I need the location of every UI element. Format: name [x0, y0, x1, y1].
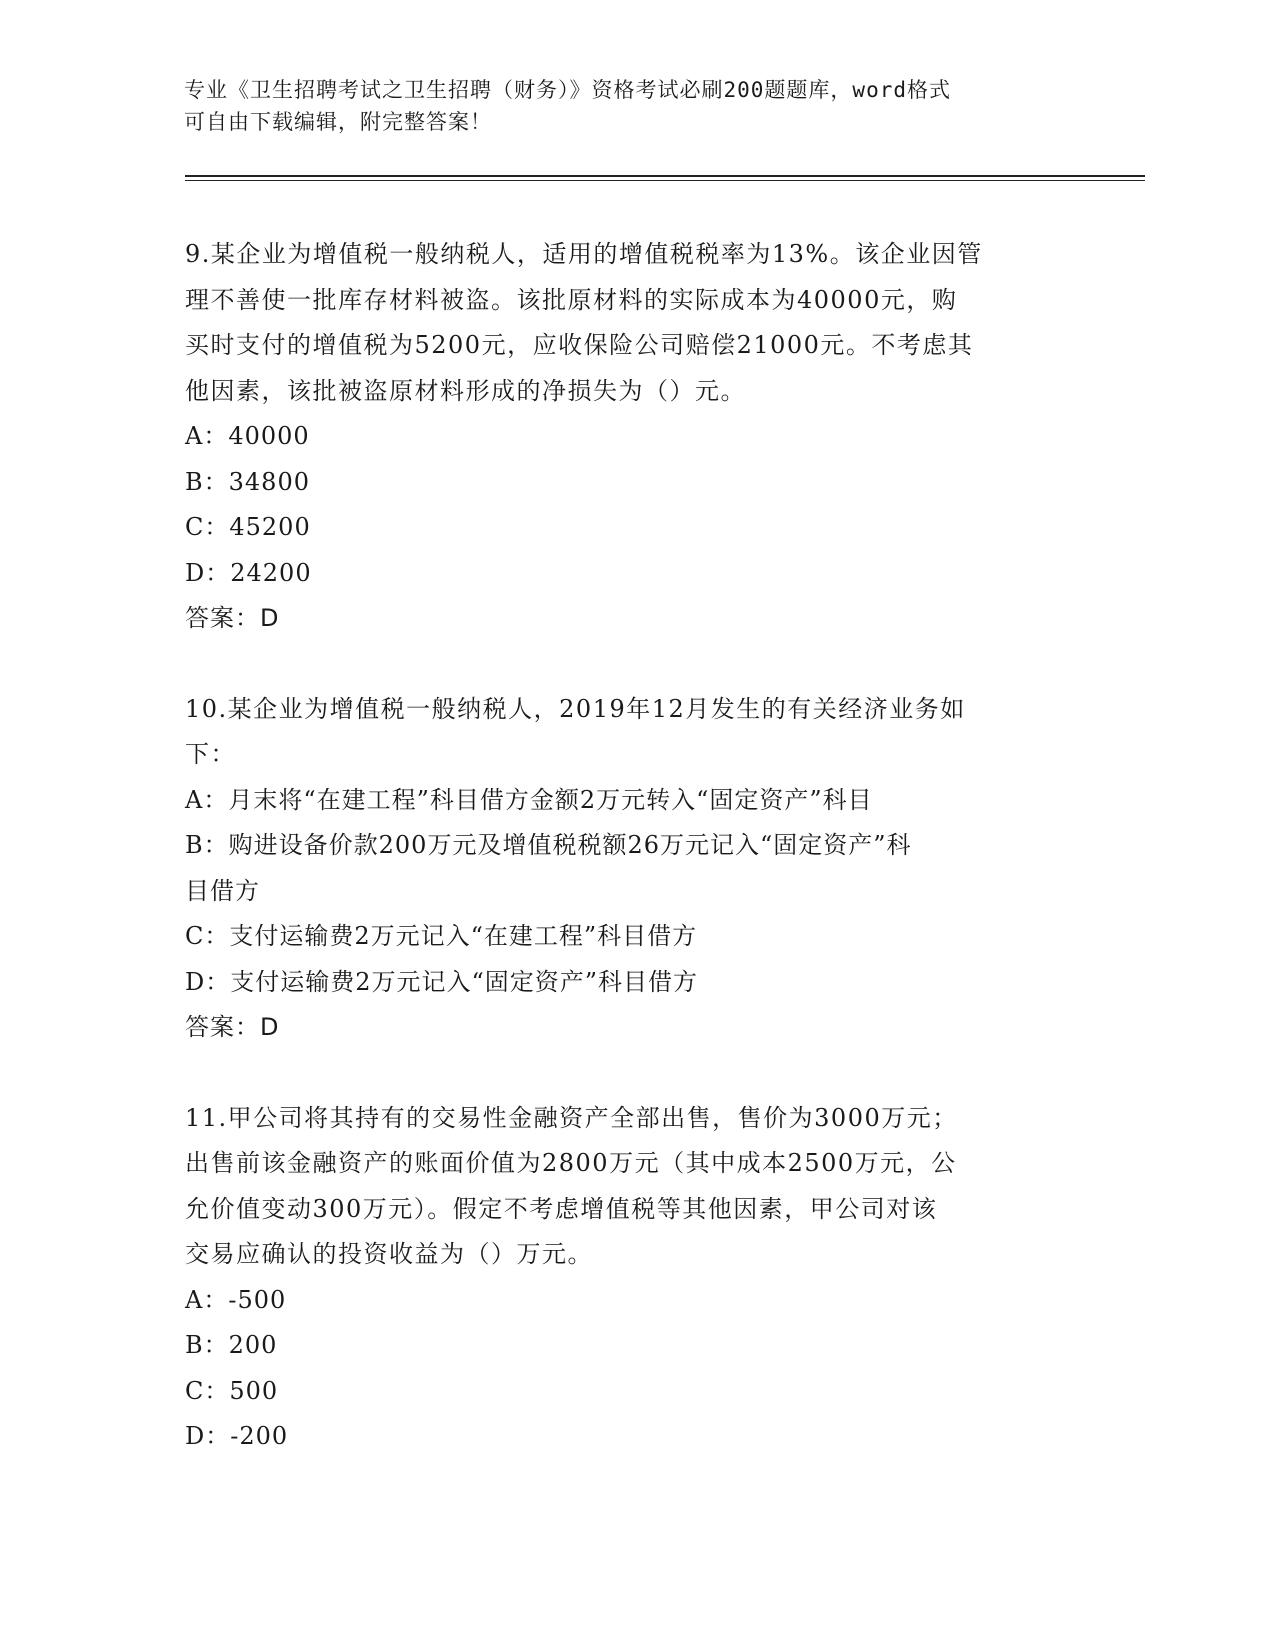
option-b: B：购进设备价款200万元及增值税税额26万元记入“固定资产”科 [185, 831, 912, 859]
question-text-line: 下： [185, 740, 236, 768]
option-d: D：-200 [185, 1422, 289, 1450]
question-list [185, 232, 1085, 1460]
question-text-line: 11.甲公司将其持有的交易性金融资产全部出售，售价为3000万元； [185, 1103, 958, 1132]
question-11 [185, 1096, 1085, 1460]
option-b: B：200 [185, 1331, 278, 1359]
question-10 [185, 687, 1085, 1051]
question-text-line: 理不善使一批库存材料被盗。该批原材料的实际成本为40000元，购 [185, 285, 958, 314]
answer: 答案：D [185, 604, 280, 632]
answer: 答案：D [185, 1013, 280, 1041]
question-text-line: 10.某企业为增值税一般纳税人，2019年12月发生的有关经济业务如 [185, 694, 966, 723]
question-text-line: 9.某企业为增值税一般纳税人，适用的增值税税率为13%。该企业因管 [185, 240, 983, 268]
question-text-line: 允价值变动300万元）。假定不考虑增值税等其他因素，甲公司对该 [185, 1194, 938, 1223]
header-rule-thin [185, 180, 1145, 181]
header-rule-thick [185, 175, 1145, 177]
option-c: C：500 [185, 1376, 279, 1405]
option-a: A：-500 [185, 1285, 287, 1314]
option-a: A：月末将“在建工程”科目借方金额2万元转入“固定资产”科目 [185, 785, 873, 814]
question-text-line: 他因素，该批被盗原材料形成的净损失为（）元。 [185, 376, 746, 405]
option-d: D：24200 [185, 558, 312, 587]
question-text-line: 出售前该金融资产的账面价值为2800万元（其中成本2500万元，公 [185, 1149, 957, 1177]
option-a: A：40000 [185, 422, 310, 450]
question-text-line: 买时支付的增值税为5200元，应收保险公司赔偿21000元。不考虑其 [185, 331, 974, 359]
question-9 [185, 232, 1085, 642]
header-line-1: 专业《卫生招聘考试之卫生招聘（财务）》资格考试必刷200题题库，word格式 [184, 78, 951, 102]
option-b-continued: 目借方 [185, 876, 260, 905]
header-line-2: 可自由下载编辑，附完整答案！ [184, 110, 492, 134]
option-c: C：45200 [185, 513, 311, 541]
option-d: D：支付运输费2万元记入“固定资产”科目借方 [185, 967, 699, 996]
document-header [184, 74, 1064, 138]
option-c: C：支付运输费2万元记入“在建工程”科目借方 [185, 922, 698, 950]
option-b: B：34800 [185, 467, 310, 496]
question-text-line: 交易应确认的投资收益为（）万元。 [185, 1240, 593, 1268]
